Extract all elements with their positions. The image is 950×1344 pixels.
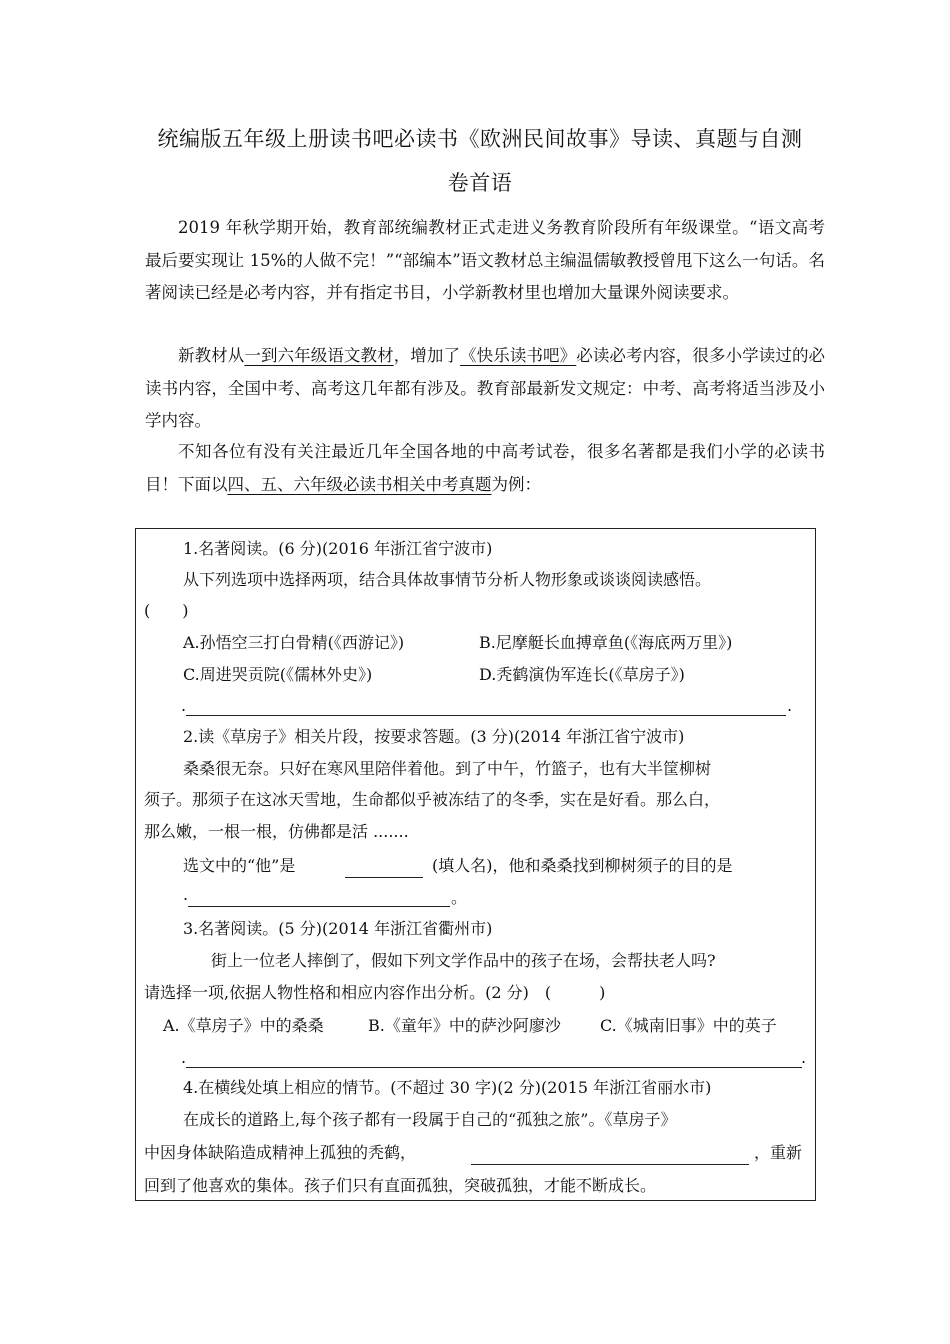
document-title-line-1: 统编版五年级上册读书吧必读书《欧洲民间故事》导读、真题与自测 (157, 127, 803, 151)
q3-answer-line-end: . (801, 1048, 807, 1067)
q1-answer-paren: ( ) (144, 601, 189, 620)
q1-stem: 从下列选项中选择两项，结合具体故事情节分析人物形象或谈谈阅读感悟。 (183, 570, 712, 589)
q1-option-a: A.孙悟空三打白骨精(《西游记》) (183, 633, 405, 652)
q3-title: 3.名著阅读。(5 分)(2014 年浙江省衢州市) (183, 919, 493, 938)
intro-p3-text-a: 不知各位有没有关注最近几年全国各地的中高考试卷，很多名著都是我们小学的必读书目！下面以 (145, 442, 825, 494)
q2-passage-line-2: 须子。那须子在这冰天雪地，生命都似乎被冻结了的冬季，实在是好看。那么白， (144, 790, 721, 809)
q1-option-d: D.秃鹤演伪军连长(《草房子》) (479, 665, 685, 684)
document-title-line-2: 卷首语 (447, 171, 513, 195)
q4-passage-line-3: 回到了他喜欢的集体。孩子们只有直面孤独，突破孤独，才能不断成长。 (144, 1176, 657, 1195)
intro-paragraph-1: 2019 年秋学期开始，教育部统编教材正式走进义务教育阶段所有年级课堂。“语文高考最后要实现让 15%的人做不完！”“部编本”语文教材总主编温儒敏教授曾甩下这么一句话。名著阅读已经是必考内容，并有指定书目，小学新教材里也增加大量课外阅读要求。 (145, 218, 825, 302)
q4-passage-line-2a: 中因身体缺陷造成精神上孤独的秃鹤， (144, 1143, 417, 1162)
q1-option-c: C.周进哭贡院(《儒林外史》) (183, 665, 373, 684)
q3-answer-line-start: . (181, 1048, 187, 1067)
intro-paragraph-2 (145, 340, 825, 438)
q3-option-b: B.《童年》中的萨沙阿廖沙 (368, 1016, 561, 1035)
q4-passage-line-1: 在成长的道路上,每个孩子都有一段属于自己的“孤独之旅”。《草房子》 (183, 1110, 677, 1129)
q3-option-c: C.《城南旧事》中的英子 (600, 1016, 777, 1035)
intro-p2-text-b: ，增加了 (393, 346, 461, 365)
intro-p3-text-b: 为例： (491, 474, 541, 494)
intro-p2-underline-reading-bar: 《快乐读书吧》 (460, 346, 577, 365)
q3-stem-line-1: 街上一位老人摔倒了，假如下列文学作品中的孩子在场，会帮扶老人吗? (211, 951, 716, 970)
q1-answer-line-start: . (181, 696, 187, 715)
q2-question-b: (填人名)，他和桑桑找到柳树须子的目的是 (432, 856, 733, 875)
intro-p2-text-c: 必读必考内容，很多小学读过的必读书内容，全国中考、高考这几年都有涉及。教育部最新发文规定：中考、高考将适当涉及小学内容。 (145, 346, 826, 430)
q4-passage-line-2b: ，重新 (754, 1143, 803, 1162)
q2-passage-line-1: 桑桑很无奈。只好在寒风里陪伴着他。到了中午，竹篮子，也有大半筐柳树 (183, 759, 712, 778)
q2-answer-end: 。 (451, 888, 468, 907)
intro-p3-underline-exam: 四、五、六年级必读书相关中考真题 (227, 474, 492, 494)
q3-answer-line[interactable] (186, 1067, 802, 1068)
q1-option-b: B.尼摩艇长血搏章鱼(《海底两万里》) (479, 633, 733, 652)
q1-answer-line[interactable] (186, 715, 786, 716)
exam-questions-box (135, 528, 816, 1201)
intro-p2-text-a: 新教材从 (178, 346, 245, 365)
q2-question-a: 选文中的“他”是 (183, 856, 296, 875)
q1-answer-line-end: . (787, 696, 793, 715)
intro-p2-underline-textbook: 一到六年级语文教材 (244, 346, 394, 365)
q4-plot-blank[interactable] (471, 1164, 749, 1165)
intro-paragraph-3 (145, 436, 825, 501)
q4-title: 4.在横线处填上相应的情节。(不超过 30 字)(2 分)(2015 年浙江省丽水市) (183, 1078, 712, 1097)
q2-purpose-blank[interactable] (188, 906, 450, 907)
q2-title: 2.读《草房子》相关片段，按要求答题。(3 分)(2014 年浙江省宁波市) (183, 727, 685, 746)
q2-passage-line-3: 那么嫩，一根一根，仿佛都是活 ....... (144, 822, 409, 841)
q3-option-a: A.《草房子》中的桑桑 (163, 1016, 324, 1035)
q1-title: 1.名著阅读。(6 分)(2016 年浙江省宁波市) (183, 539, 493, 558)
q2-answer-dot: . (183, 885, 189, 904)
q2-name-blank[interactable] (345, 877, 423, 878)
q3-stem-line-2: 请选择一项,依据人物性格和相应内容作出分析。(2 分) ( ) (144, 983, 606, 1002)
